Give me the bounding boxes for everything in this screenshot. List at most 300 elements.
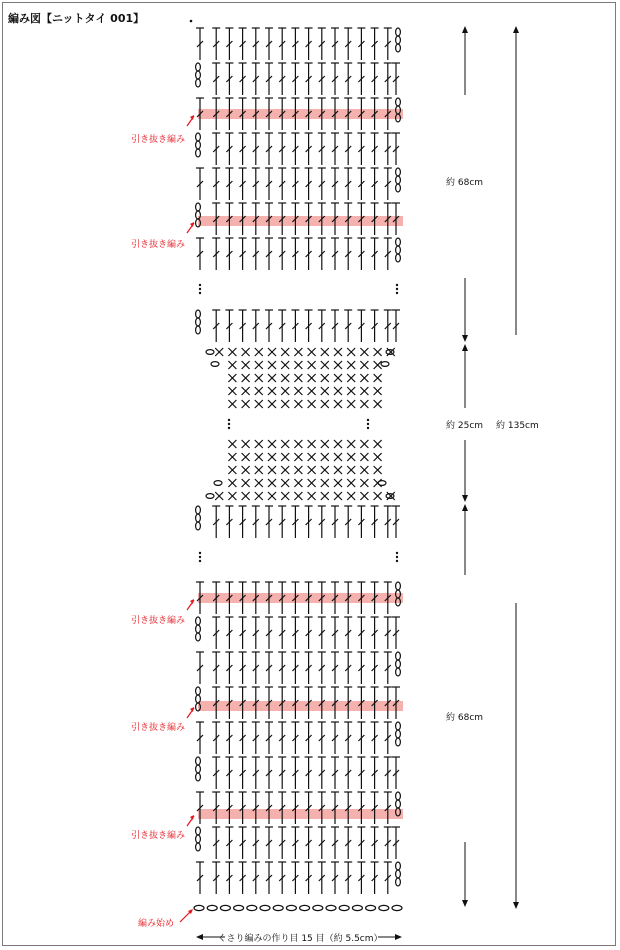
chain-stitch-icon: [196, 625, 201, 633]
single-crochet-icon: [308, 348, 316, 356]
single-crochet-icon: [334, 348, 342, 356]
double-crochet-icon: [212, 63, 220, 95]
arrow-up-icon: [462, 344, 468, 351]
dot: [199, 556, 201, 558]
chain-stitch-icon: [196, 773, 201, 781]
double-crochet-icon: [278, 617, 286, 649]
ellipsis-icon: [199, 552, 201, 562]
double-crochet-icon: [344, 133, 352, 165]
single-crochet-icon: [360, 466, 368, 474]
single-crochet-icon: [347, 348, 355, 356]
double-crochet-icon: [344, 28, 352, 60]
double-crochet-icon: [225, 168, 233, 200]
double-crochet-icon: [291, 238, 299, 270]
dot: [396, 292, 398, 294]
double-crochet-icon: [344, 792, 352, 824]
double-crochet-icon: [225, 827, 233, 859]
single-crochet-icon: [268, 453, 276, 461]
single-crochet-icon: [360, 400, 368, 408]
double-crochet-icon: [392, 63, 400, 95]
slip-stitch-label: 引き抜き編み: [131, 240, 186, 250]
double-crochet-icon: [291, 168, 299, 200]
dot: [396, 288, 398, 290]
chain-stitch-icon: [392, 905, 402, 910]
chain-stitch-icon: [196, 79, 201, 87]
single-crochet-icon: [255, 466, 263, 474]
double-crochet-icon: [291, 617, 299, 649]
single-crochet-icon: [374, 387, 382, 395]
double-crochet-icon: [212, 652, 220, 684]
dot: [199, 292, 201, 294]
double-crochet-icon: [357, 238, 365, 270]
chain-stitch-icon: [396, 582, 401, 590]
dot: [367, 427, 369, 429]
chain-stitch-icon: [396, 28, 401, 36]
single-crochet-icon: [321, 348, 329, 356]
double-crochet-icon: [384, 862, 392, 894]
chain-stitch-icon: [196, 765, 201, 773]
double-crochet-icon: [344, 506, 352, 538]
double-crochet-icon: [371, 28, 379, 60]
single-crochet-icon: [334, 492, 342, 500]
ellipsis-icon: [396, 284, 398, 294]
slip-stitch-label: 引き抜き編み: [131, 616, 186, 626]
chain-stitch-icon: [196, 843, 201, 851]
double-crochet-icon: [265, 862, 273, 894]
double-crochet-icon: [384, 168, 392, 200]
double-crochet-icon: [371, 238, 379, 270]
double-crochet-icon: [252, 310, 260, 342]
chain-stitch-icon: [396, 254, 401, 262]
chain-stitch-icon: [247, 905, 257, 910]
double-crochet-icon: [239, 310, 247, 342]
double-crochet-icon: [384, 827, 392, 859]
arrow-down-icon: [462, 335, 468, 342]
double-crochet-icon: [212, 310, 220, 342]
single-crochet-icon: [294, 374, 302, 382]
single-crochet-icon: [294, 492, 302, 500]
single-crochet-icon: [215, 492, 223, 500]
single-crochet-icon: [308, 374, 316, 382]
chain-stitch-icon: [352, 905, 362, 910]
double-crochet-icon: [331, 757, 339, 789]
chain-stitch-icon: [196, 318, 201, 326]
double-crochet-icon: [371, 133, 379, 165]
double-crochet-icon: [265, 133, 273, 165]
chain-stitch-icon: [396, 660, 401, 668]
double-crochet-icon: [278, 28, 286, 60]
dot: [199, 288, 201, 290]
chain-stitch-icon: [207, 905, 217, 910]
single-crochet-icon: [347, 400, 355, 408]
double-crochet-icon: [265, 506, 273, 538]
double-crochet-icon: [265, 652, 273, 684]
chain-stitch-icon: [378, 481, 386, 486]
chain-stitch-icon: [196, 633, 201, 641]
chain-stitch-icon: [396, 176, 401, 184]
double-crochet-icon: [239, 168, 247, 200]
single-crochet-icon: [281, 440, 289, 448]
single-crochet-icon: [268, 466, 276, 474]
single-crochet-icon: [347, 466, 355, 474]
single-crochet-icon: [347, 387, 355, 395]
chain-stitch-icon: [396, 870, 401, 878]
double-crochet-icon: [384, 506, 392, 538]
double-crochet-icon: [212, 722, 220, 754]
double-crochet-icon: [265, 63, 273, 95]
double-crochet-icon: [225, 652, 233, 684]
double-crochet-icon: [331, 827, 339, 859]
double-crochet-icon: [384, 792, 392, 824]
double-crochet-icon: [331, 63, 339, 95]
single-crochet-icon: [308, 453, 316, 461]
chain-stitch-icon: [196, 506, 201, 514]
chain-stitch-icon: [196, 827, 201, 835]
single-crochet-icon: [308, 361, 316, 369]
single-crochet-icon: [228, 453, 236, 461]
single-crochet-icon: [255, 400, 263, 408]
single-crochet-icon: [308, 479, 316, 487]
single-crochet-icon: [321, 400, 329, 408]
single-crochet-icon: [255, 440, 263, 448]
double-crochet-icon: [318, 63, 326, 95]
double-crochet-icon: [392, 827, 400, 859]
double-crochet-icon: [392, 310, 400, 342]
double-crochet-icon: [252, 617, 260, 649]
chain-stitch-icon: [396, 184, 401, 192]
double-crochet-icon: [196, 792, 204, 824]
double-crochet-icon: [291, 792, 299, 824]
double-crochet-icon: [357, 133, 365, 165]
single-crochet-icon: [321, 387, 329, 395]
single-crochet-icon: [281, 453, 289, 461]
single-crochet-icon: [268, 492, 276, 500]
double-crochet-icon: [212, 133, 220, 165]
double-crochet-icon: [318, 617, 326, 649]
double-crochet-icon: [305, 506, 313, 538]
double-crochet-icon: [265, 792, 273, 824]
single-crochet-icon: [215, 348, 223, 356]
double-crochet-icon: [196, 862, 204, 894]
double-crochet-icon: [305, 862, 313, 894]
single-crochet-icon: [242, 387, 250, 395]
single-crochet-icon: [374, 453, 382, 461]
double-crochet-icon: [291, 133, 299, 165]
double-crochet-icon: [225, 757, 233, 789]
chain-stitch-icon: [379, 905, 389, 910]
double-crochet-icon: [318, 133, 326, 165]
single-crochet-icon: [268, 348, 276, 356]
single-crochet-icon: [360, 479, 368, 487]
double-crochet-icon: [239, 827, 247, 859]
double-crochet-icon: [384, 28, 392, 60]
double-crochet-icon: [371, 722, 379, 754]
single-crochet-icon: [308, 387, 316, 395]
double-crochet-icon: [318, 28, 326, 60]
stitch-grid: [190, 20, 402, 911]
double-crochet-icon: [212, 617, 220, 649]
double-crochet-icon: [225, 617, 233, 649]
single-crochet-icon: [347, 361, 355, 369]
double-crochet-icon: [239, 238, 247, 270]
single-crochet-icon: [281, 479, 289, 487]
single-crochet-icon: [268, 440, 276, 448]
double-crochet-icon: [344, 63, 352, 95]
dot: [367, 423, 369, 425]
double-crochet-icon: [305, 792, 313, 824]
single-crochet-icon: [255, 492, 263, 500]
slip-stitch-label: 引き抜き編み: [131, 831, 186, 841]
single-crochet-icon: [334, 466, 342, 474]
double-crochet-icon: [225, 28, 233, 60]
double-crochet-icon: [371, 63, 379, 95]
ellipsis-icon: [367, 419, 369, 429]
double-crochet-icon: [305, 63, 313, 95]
double-crochet-icon: [392, 133, 400, 165]
double-crochet-icon: [318, 722, 326, 754]
single-crochet-icon: [334, 440, 342, 448]
single-crochet-icon: [308, 440, 316, 448]
single-crochet-icon: [268, 400, 276, 408]
chain-stitch-icon: [396, 722, 401, 730]
double-crochet-icon: [265, 757, 273, 789]
double-crochet-icon: [212, 168, 220, 200]
double-crochet-icon: [357, 722, 365, 754]
double-crochet-icon: [305, 652, 313, 684]
double-crochet-icon: [252, 168, 260, 200]
single-crochet-icon: [321, 361, 329, 369]
double-crochet-icon: [278, 722, 286, 754]
single-crochet-icon: [242, 440, 250, 448]
double-crochet-icon: [212, 506, 220, 538]
single-crochet-icon: [242, 400, 250, 408]
single-crochet-icon: [321, 374, 329, 382]
single-crochet-icon: [281, 387, 289, 395]
double-crochet-icon: [392, 757, 400, 789]
double-crochet-icon: [212, 28, 220, 60]
double-crochet-icon: [212, 862, 220, 894]
single-crochet-icon: [334, 387, 342, 395]
chain-stitch-icon: [396, 36, 401, 44]
double-crochet-icon: [331, 652, 339, 684]
chain-stitch-icon: [396, 878, 401, 886]
single-crochet-icon: [255, 374, 263, 382]
double-crochet-icon: [318, 168, 326, 200]
chain-stitch-icon: [196, 687, 201, 695]
single-crochet-icon: [268, 387, 276, 395]
start-label: 編み始め: [138, 919, 175, 929]
double-crochet-icon: [265, 28, 273, 60]
dimension-total-label: 約 135cm: [496, 421, 539, 431]
single-crochet-icon: [255, 387, 263, 395]
double-crochet-icon: [278, 792, 286, 824]
double-crochet-icon: [392, 506, 400, 538]
double-crochet-icon: [357, 168, 365, 200]
single-crochet-icon: [242, 479, 250, 487]
double-crochet-icon: [239, 792, 247, 824]
double-crochet-icon: [305, 757, 313, 789]
chain-stitch-icon: [196, 149, 201, 157]
double-crochet-icon: [344, 827, 352, 859]
double-crochet-icon: [371, 827, 379, 859]
double-crochet-icon: [344, 617, 352, 649]
dot: [199, 552, 201, 554]
double-crochet-icon: [344, 168, 352, 200]
single-crochet-icon: [374, 361, 382, 369]
double-crochet-icon: [305, 310, 313, 342]
single-crochet-icon: [374, 400, 382, 408]
double-crochet-icon: [331, 238, 339, 270]
chain-stitch-icon: [396, 652, 401, 660]
double-crochet-icon: [357, 652, 365, 684]
double-crochet-icon: [371, 310, 379, 342]
arrow-down-icon: [513, 902, 519, 909]
single-crochet-icon: [347, 440, 355, 448]
double-crochet-icon: [291, 652, 299, 684]
chain-stitch-icon: [286, 905, 296, 910]
double-crochet-icon: [212, 757, 220, 789]
double-crochet-icon: [318, 792, 326, 824]
double-crochet-icon: [239, 757, 247, 789]
double-crochet-icon: [357, 862, 365, 894]
top-dot: [190, 20, 193, 23]
double-crochet-icon: [384, 133, 392, 165]
arrow-up-icon: [462, 504, 468, 511]
single-crochet-icon: [347, 492, 355, 500]
double-crochet-icon: [371, 168, 379, 200]
single-crochet-icon: [294, 400, 302, 408]
double-crochet-icon: [331, 28, 339, 60]
double-crochet-icon: [225, 133, 233, 165]
double-crochet-icon: [278, 133, 286, 165]
chain-stitch-icon: [326, 905, 336, 910]
single-crochet-icon: [255, 348, 263, 356]
double-crochet-icon: [252, 757, 260, 789]
single-crochet-icon: [255, 479, 263, 487]
double-crochet-icon: [291, 506, 299, 538]
chain-stitch-icon: [196, 835, 201, 843]
double-crochet-icon: [331, 310, 339, 342]
double-crochet-icon: [331, 506, 339, 538]
single-crochet-icon: [360, 361, 368, 369]
double-crochet-icon: [212, 827, 220, 859]
double-crochet-icon: [371, 862, 379, 894]
single-crochet-icon: [228, 374, 236, 382]
single-crochet-icon: [347, 374, 355, 382]
chain-stitch-icon: [396, 862, 401, 870]
dot: [396, 552, 398, 554]
chain-stitch-icon: [396, 668, 401, 676]
double-crochet-icon: [318, 757, 326, 789]
dot: [396, 284, 398, 286]
double-crochet-icon: [212, 792, 220, 824]
double-crochet-icon: [265, 617, 273, 649]
double-crochet-icon: [239, 28, 247, 60]
double-crochet-icon: [305, 133, 313, 165]
single-crochet-icon: [281, 466, 289, 474]
single-crochet-icon: [294, 466, 302, 474]
single-crochet-icon: [347, 479, 355, 487]
single-crochet-icon: [321, 492, 329, 500]
double-crochet-icon: [344, 722, 352, 754]
chain-stitch-icon: [196, 63, 201, 71]
double-crochet-icon: [212, 238, 220, 270]
double-crochet-icon: [265, 238, 273, 270]
single-crochet-icon: [228, 400, 236, 408]
double-crochet-icon: [225, 63, 233, 95]
single-crochet-icon: [321, 466, 329, 474]
chain-stitch-icon: [206, 494, 214, 499]
double-crochet-icon: [225, 792, 233, 824]
double-crochet-icon: [278, 63, 286, 95]
chain-stitch-icon: [206, 350, 214, 355]
chain-stitch-icon: [196, 326, 201, 334]
single-crochet-icon: [281, 400, 289, 408]
single-crochet-icon: [334, 400, 342, 408]
arrow-up-icon: [513, 26, 519, 33]
double-crochet-icon: [384, 310, 392, 342]
double-crochet-icon: [344, 238, 352, 270]
single-crochet-icon: [308, 466, 316, 474]
single-crochet-icon: [242, 453, 250, 461]
double-crochet-icon: [291, 862, 299, 894]
chain-stitch-icon: [196, 141, 201, 149]
single-crochet-icon: [294, 387, 302, 395]
chain-stitch-icon: [396, 738, 401, 746]
double-crochet-icon: [239, 506, 247, 538]
page-title: 編み図【ニットタイ 001】: [8, 12, 145, 25]
double-crochet-icon: [252, 722, 260, 754]
double-crochet-icon: [344, 652, 352, 684]
double-crochet-icon: [384, 617, 392, 649]
double-crochet-icon: [357, 792, 365, 824]
double-crochet-icon: [305, 722, 313, 754]
single-crochet-icon: [294, 479, 302, 487]
slip-stitch-label: 引き抜き編み: [131, 135, 186, 145]
double-crochet-icon: [278, 238, 286, 270]
double-crochet-icon: [252, 63, 260, 95]
chain-stitch-icon: [396, 246, 401, 254]
double-crochet-icon: [225, 310, 233, 342]
double-crochet-icon: [331, 792, 339, 824]
double-crochet-icon: [265, 310, 273, 342]
single-crochet-icon: [268, 479, 276, 487]
single-crochet-icon: [228, 387, 236, 395]
double-crochet-icon: [252, 827, 260, 859]
slip-stitch-label: 引き抜き編み: [131, 723, 186, 733]
single-crochet-icon: [268, 361, 276, 369]
double-crochet-icon: [225, 862, 233, 894]
chain-stitch-icon: [366, 905, 376, 910]
double-crochet-icon: [371, 792, 379, 824]
double-crochet-icon: [239, 722, 247, 754]
chain-stitch-icon: [234, 905, 244, 910]
double-crochet-icon: [278, 827, 286, 859]
chain-stitch-icon: [381, 362, 389, 367]
double-crochet-icon: [318, 862, 326, 894]
double-crochet-icon: [357, 310, 365, 342]
ellipsis-icon: [396, 552, 398, 562]
double-crochet-icon: [384, 238, 392, 270]
double-crochet-icon: [225, 722, 233, 754]
chain-stitch-icon: [196, 203, 201, 211]
single-crochet-icon: [374, 440, 382, 448]
dimension-lower-label: 約 68cm: [446, 713, 484, 723]
single-crochet-icon: [321, 479, 329, 487]
double-crochet-icon: [252, 506, 260, 538]
single-crochet-icon: [228, 348, 236, 356]
dimension-middle-label: 約 25cm: [446, 421, 484, 431]
